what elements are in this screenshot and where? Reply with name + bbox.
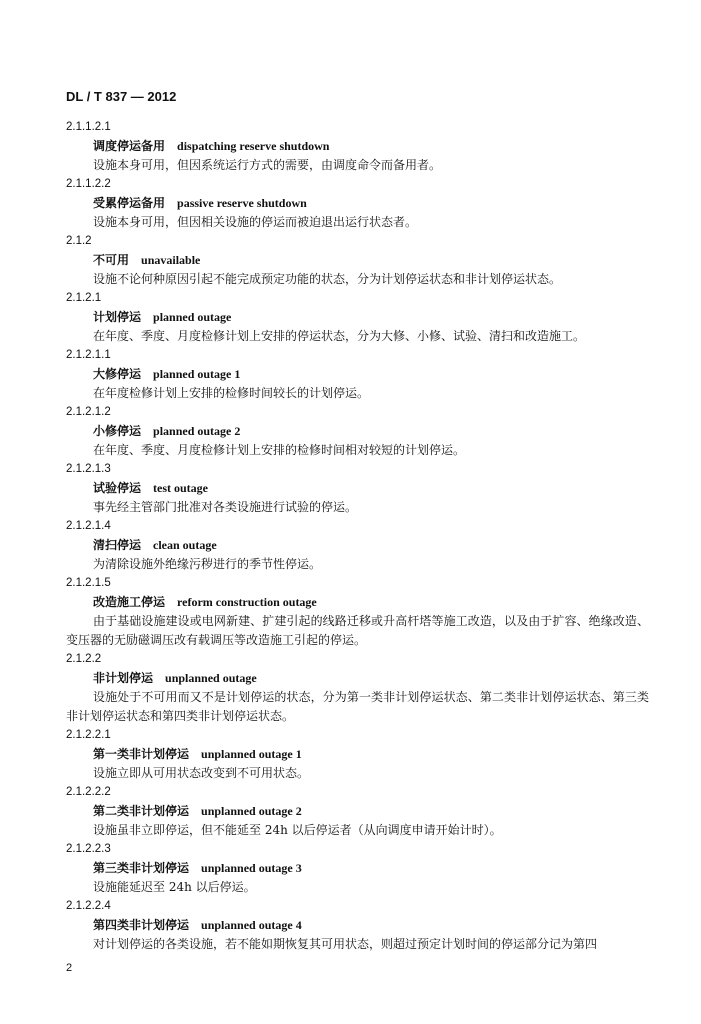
term-english: unplanned outage [165, 671, 257, 685]
term-chinese: 非计划停运 [93, 671, 154, 685]
term-entry [0, 650, 701, 726]
term-chinese: 小修停运 [93, 424, 142, 438]
term-definition: 为清除设施外绝缘污秽进行的季节性停运。 [93, 557, 322, 571]
term-chinese: 第四类非计划停运 [93, 918, 190, 932]
term-entry [0, 232, 701, 289]
term-entry [0, 574, 701, 650]
clause-number: 2.1.2 [66, 235, 92, 247]
term-definition: 由于基础设施建设或电网新建、扩建引起的线路迁移或升高杆塔等施工改造，以及由于扩容、绝缘改造、变压器的无励磁调压改有载调压等改造施工引起的停运。 [66, 614, 649, 647]
term-english: planned outage 1 [153, 367, 241, 381]
term-chinese: 第三类非计划停运 [93, 861, 190, 875]
clause-number: 2.1.2.1.5 [66, 577, 111, 589]
term-english: reform construction outage [177, 595, 317, 609]
clause-number: 2.1.1.2.1 [66, 121, 111, 133]
term-entry [0, 118, 701, 175]
clause-number: 2.1.1.2.2 [66, 178, 111, 190]
term-chinese: 试验停运 [93, 481, 142, 495]
term-heading [0, 669, 701, 688]
clause-number: 2.1.2.1.4 [66, 520, 111, 532]
term-definition: 设施能延迟至 24h 以后停运。 [93, 880, 256, 894]
term-heading [0, 479, 701, 498]
term-entry [0, 403, 701, 460]
term-heading [0, 251, 701, 270]
term-entry [0, 460, 701, 517]
clause-number: 2.1.2.1 [66, 292, 102, 304]
term-chinese: 不可用 [93, 253, 130, 267]
term-english: unplanned outage 2 [201, 804, 302, 818]
term-english: planned outage [153, 310, 232, 324]
clause-number: 2.1.2.2.3 [66, 843, 111, 855]
term-english: unavailable [141, 253, 201, 267]
term-chinese: 大修停运 [93, 367, 142, 381]
clause-number: 2.1.2.2.2 [66, 786, 111, 798]
term-heading [0, 422, 701, 441]
term-chinese: 计划停运 [93, 310, 142, 324]
clause-number: 2.1.2.2.1 [66, 729, 111, 741]
term-entry [0, 726, 701, 783]
term-definition: 设施虽非立即停运，但不能延至 24h 以后停运者（从向调度申请开始计时）。 [93, 823, 502, 837]
clause-number: 2.1.2.1.2 [66, 406, 111, 418]
document-body [0, 118, 701, 954]
term-definition: 设施立即从可用状态改变到不可用状态。 [93, 766, 310, 780]
term-entry [0, 289, 701, 346]
term-heading [0, 593, 701, 612]
term-definition: 设施处于不可用而又不是计划停运的状态，分为第一类非计划停运状态、第二类非计划停运状态、第三类非计划停运状态和第四类非计划停运状态。 [66, 690, 649, 723]
clause-number: 2.1.2.2 [66, 653, 102, 665]
term-definition: 在年度、季度、月度检修计划上安排的停运状态，分为大修、小修、试验、清扫和改造施工。 [93, 329, 586, 343]
term-definition: 事先经主管部门批准对各类设施进行试验的停运。 [93, 500, 358, 514]
term-chinese: 受累停运备用 [93, 196, 166, 210]
term-definition: 设施本身可用，但因系统运行方式的需要，由调度命令而备用者。 [93, 158, 442, 172]
term-chinese: 第一类非计划停运 [93, 747, 190, 761]
term-chinese: 改造施工停运 [93, 595, 166, 609]
term-english: unplanned outage 3 [201, 861, 302, 875]
term-entry [0, 175, 701, 232]
term-heading [0, 802, 701, 821]
term-definition: 设施不论何种原因引起不能完成预定功能的状态，分为计划停运状态和非计划停运状态。 [93, 272, 562, 286]
term-definition: 在年度、季度、月度检修计划上安排的检修时间相对较短的计划停运。 [93, 443, 466, 457]
clause-number: 2.1.2.2.4 [66, 900, 111, 912]
term-english: dispatching reserve shutdown [177, 139, 330, 153]
term-english: passive reserve shutdown [177, 196, 307, 210]
page-number: 2 [66, 962, 73, 974]
term-english: unplanned outage 4 [201, 918, 302, 932]
term-entry [0, 346, 701, 403]
term-heading [0, 859, 701, 878]
term-entry [0, 840, 701, 897]
term-definition: 对计划停运的各类设施，若不能如期恢复其可用状态，则超过预定计划时间的停运部分记为第四 [93, 937, 598, 951]
term-chinese: 第二类非计划停运 [93, 804, 190, 818]
term-heading [0, 536, 701, 555]
term-entry [0, 783, 701, 840]
term-english: unplanned outage 1 [201, 747, 302, 761]
term-english: test outage [153, 481, 208, 495]
term-heading [0, 194, 701, 213]
term-definition: 设施本身可用，但因相关设施的停运而被迫退出运行状态者。 [93, 215, 418, 229]
term-heading [0, 916, 701, 935]
term-heading [0, 308, 701, 327]
clause-number: 2.1.2.1.3 [66, 463, 111, 475]
term-chinese: 调度停运备用 [93, 139, 166, 153]
document-header: DL / T 837 — 2012 [66, 89, 177, 104]
term-entry [0, 897, 701, 954]
term-english: clean outage [153, 538, 217, 552]
term-english: planned outage 2 [153, 424, 241, 438]
term-definition: 在年度检修计划上安排的检修时间较长的计划停运。 [93, 386, 370, 400]
term-entry [0, 517, 701, 574]
term-heading [0, 365, 701, 384]
term-heading [0, 745, 701, 764]
term-chinese: 清扫停运 [93, 538, 142, 552]
clause-number: 2.1.2.1.1 [66, 349, 111, 361]
term-heading [0, 137, 701, 156]
